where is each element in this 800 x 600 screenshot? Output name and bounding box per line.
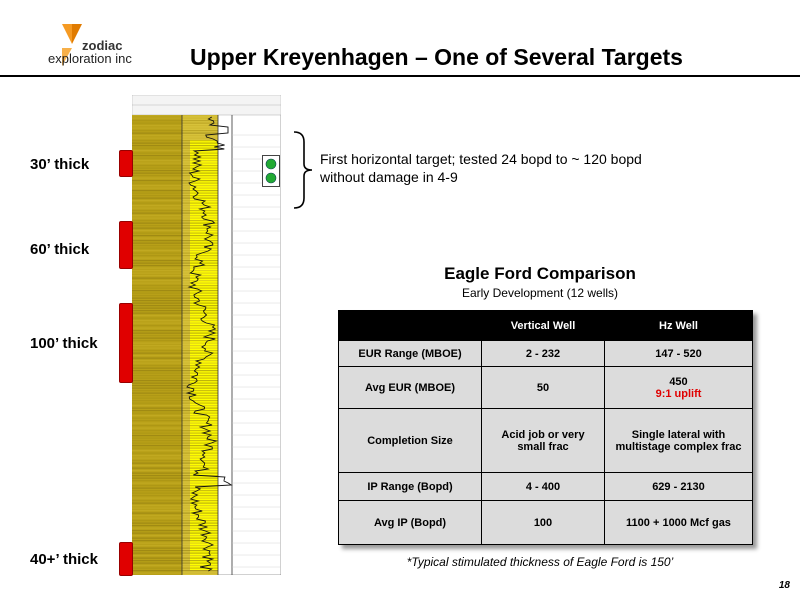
header-hz: Hz Well — [605, 311, 753, 341]
interval-marker-40plus — [119, 542, 133, 576]
hz-cell: 629 - 2130 — [605, 473, 753, 501]
table-header-row — [339, 311, 753, 341]
hz-cell: 147 - 520 — [605, 341, 753, 367]
bracket-icon — [290, 130, 320, 210]
vertical-cell: 2 - 232 — [482, 341, 605, 367]
uplift-note: 9:1 uplift — [655, 387, 702, 400]
comparison-subtitle: Early Development (12 wells) — [461, 286, 619, 300]
thickness-label-60: 60’ thick — [30, 241, 90, 258]
interval-marker-100 — [119, 303, 133, 383]
row-label: EUR Range (MBOE) — [339, 341, 482, 367]
interval-marker-30 — [119, 150, 133, 177]
vertical-cell: 4 - 400 — [482, 473, 605, 501]
comparison-title: Eagle Ford Comparison — [444, 264, 636, 283]
footnote: *Typical stimulated thickness of Eagle Ford is 150’ — [406, 555, 674, 569]
header-vertical: Vertical Well — [482, 311, 605, 341]
title-divider — [0, 75, 800, 77]
vertical-cell: 100 — [482, 501, 605, 545]
row-label: IP Range (Bopd) — [339, 473, 482, 501]
target-note: First horizontal target; tested 24 bopd to ~ 120 bopd without damage in 4-9 — [320, 151, 642, 185]
logo-text-exploration: exploration inc — [48, 51, 132, 66]
page-title: Upper Kreyenhagen – One of Several Targets — [190, 44, 683, 70]
comparison-table-container — [338, 310, 753, 545]
thickness-label-100: 100’ thick — [30, 335, 98, 352]
interval-marker-60 — [119, 221, 133, 269]
hz-value: 450 — [669, 375, 688, 388]
row-label: Avg IP (Bopd) — [339, 501, 482, 545]
table-row — [339, 409, 753, 473]
vertical-cell: 50 — [482, 367, 605, 409]
comparison-table — [338, 310, 753, 545]
row-label: Completion Size — [339, 409, 482, 473]
header-empty — [339, 311, 482, 341]
page-number: 18 — [778, 580, 790, 591]
thickness-label-30: 30’ thick — [30, 156, 90, 173]
table-row — [339, 501, 753, 545]
vertical-cell: Acid job or very small frac — [482, 409, 605, 473]
row-label: Avg EUR (MBOE) — [339, 367, 482, 409]
hz-cell: 1100 + 1000 Mcf gas — [605, 501, 753, 545]
logo-text-zodiac: zodiac — [82, 38, 123, 53]
hz-cell: Single lateral with multistage complex frac — [605, 409, 753, 473]
table-row — [339, 367, 753, 409]
thickness-label-40plus: 40+’ thick — [30, 551, 98, 568]
table-row — [339, 341, 753, 367]
well-log-graphic — [132, 95, 281, 575]
table-row — [339, 473, 753, 501]
hz-cell — [605, 367, 753, 409]
test-indicator-icon — [262, 155, 280, 187]
